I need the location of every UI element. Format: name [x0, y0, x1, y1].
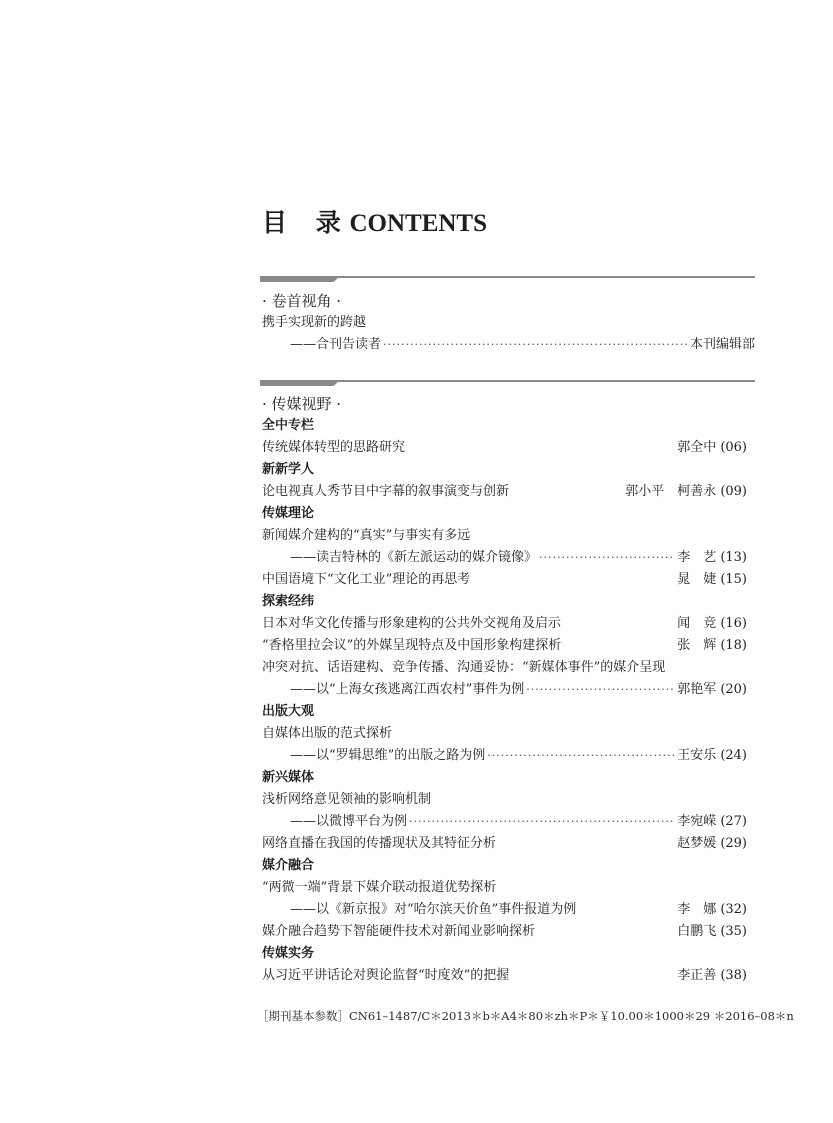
entry-title: 自媒体出版的范式探析: [262, 726, 393, 741]
entry-subtitle: ——读吉特林的《新左派运动的媒介镜像》: [290, 550, 538, 565]
entry-page-number: (27): [720, 814, 747, 829]
leader-dots: [526, 679, 675, 701]
toc-entry-subtitle[interactable]: [262, 811, 755, 833]
leader-dots: [409, 811, 675, 833]
entry-author: 李 艺: [677, 550, 717, 565]
entry-title: 论电视真人秀节目中字幕的叙事演变与创新: [262, 484, 510, 499]
entry-title: 网络直播在我国的传播现状及其特征分析: [262, 836, 497, 851]
toc-entry-subtitle[interactable]: [262, 899, 755, 921]
toc-entry[interactable]: [262, 437, 755, 459]
entry-author: 李宛嵘: [677, 814, 717, 829]
entry-subtitle: ——以“上海女孩逃离江西农村”事件为例: [290, 682, 525, 697]
section-divider: [260, 276, 755, 282]
title-char-2: 录: [315, 208, 341, 237]
toc-entry[interactable]: [262, 613, 755, 635]
toc-entry[interactable]: [262, 481, 755, 503]
entry-author: 郭艳军: [677, 682, 717, 697]
column-heading: 新新学人: [262, 462, 315, 477]
entry-author: 李 娜: [677, 902, 717, 917]
entry-author: 郭小平 柯善永: [625, 484, 717, 499]
toc-entry[interactable]: [262, 833, 755, 855]
entry-page-number: (29): [720, 836, 747, 851]
section-divider: [260, 380, 755, 386]
journal-parameters: ［期刊基本参数］CN61–1487/C＊2013＊b＊A4＊80＊zh＊P＊￥10.00＊1000＊29 ＊2016–08＊n: [257, 1009, 794, 1023]
entry-page-number: (06): [720, 440, 747, 455]
section-heading: · 卷首视角 ·: [262, 292, 342, 310]
toc-entry[interactable]: [262, 877, 755, 899]
entry-author: 王安乐: [677, 748, 717, 763]
entry-subtitle: ——以微博平台为例: [290, 814, 408, 829]
entry-title: 媒介融合趋势下智能硬件技术对新闻业影响探析: [262, 924, 536, 939]
leader-dots: [383, 334, 688, 356]
entry-title: 冲突对抗、话语建构、竞争传播、沟通妥协：“新媒体事件”的媒介呈现: [262, 660, 666, 675]
toc-entry[interactable]: [262, 965, 755, 987]
entry-author: 白鹏飞: [677, 924, 717, 939]
entry-title: 携手实现新的跨越: [262, 315, 367, 330]
toc-entry[interactable]: [262, 312, 755, 334]
entry-author: 晁 婕: [677, 572, 717, 587]
leader-dots: [539, 547, 675, 569]
toc-entry[interactable]: [262, 635, 755, 657]
section-heading: · 传媒视野 ·: [262, 395, 342, 413]
toc-entry[interactable]: [262, 789, 755, 811]
entry-page-number: (32): [720, 902, 747, 917]
toc-entry[interactable]: [262, 569, 755, 591]
section-media-view: [262, 393, 755, 987]
entry-page-number: (15): [720, 572, 747, 587]
entry-page-number: (13): [720, 550, 747, 565]
title-char-1: 目: [262, 208, 288, 237]
leader-dots: [487, 745, 675, 767]
entry-page-number: (20): [720, 682, 747, 697]
section-preface: [262, 290, 755, 356]
entry-author: 本刊编辑部: [689, 337, 755, 352]
entry-page-number: (16): [720, 616, 747, 631]
column-heading: 新兴媒体: [262, 770, 315, 785]
entry-author: 张 辉: [677, 638, 717, 653]
entry-author: 郭全中: [677, 440, 717, 455]
entry-author: 闻 竞: [677, 616, 717, 631]
entry-page-number: (18): [720, 638, 747, 653]
column-heading: 探索经纬: [262, 594, 315, 609]
toc-entry[interactable]: [262, 921, 755, 943]
entry-title: 新闻媒介建构的“真实”与事实有多远: [262, 528, 471, 543]
column-heading: 出版大观: [262, 704, 315, 719]
entry-page-number: (24): [720, 748, 747, 763]
entry-title: 中国语境下“文化工业”理论的再思考: [262, 572, 471, 587]
entry-title: 从习近平讲话论对舆论监督“时度效”的把握: [262, 968, 510, 983]
entry-subtitle: ——以“罗辑思维”的出版之路为例: [290, 748, 486, 763]
entry-page-number: (35): [720, 924, 747, 939]
column-heading: 传媒理论: [262, 506, 315, 521]
toc-entry[interactable]: [262, 525, 755, 547]
entry-title: 传统媒体转型的思路研究: [262, 440, 406, 455]
entry-title: “两微一端”背景下媒介联动报道优势探析: [262, 880, 497, 895]
column-heading: 传媒实务: [262, 946, 315, 961]
entry-author: 赵梦媛: [677, 836, 717, 851]
entry-author: 李正善: [677, 968, 717, 983]
entry-page-number: (09): [720, 484, 747, 499]
column-heading: 全中专栏: [262, 418, 315, 433]
toc-entry-subtitle[interactable]: [262, 745, 755, 767]
toc-entry-subtitle[interactable]: [262, 547, 755, 569]
entry-subtitle: ——合刊告读者: [290, 337, 382, 352]
entry-subtitle: ——以《新京报》对“哈尔滨天价鱼”事件报道为例: [290, 902, 577, 917]
entry-title: 日本对华文化传播与形象建构的公共外交视角及启示: [262, 616, 562, 631]
title-english: CONTENTS: [349, 210, 488, 237]
toc-entry[interactable]: [262, 657, 755, 679]
toc-entry-subtitle[interactable]: [262, 334, 755, 356]
toc-entry-subtitle[interactable]: [262, 679, 755, 701]
entry-title: 浅析网络意见领袖的影响机制: [262, 792, 432, 807]
column-heading: 媒介融合: [262, 858, 315, 873]
entry-title: “香格里拉会议”的外媒呈现特点及中国形象构建探析: [262, 638, 562, 653]
entry-page-number: (38): [720, 968, 747, 983]
page-title: [262, 203, 487, 239]
toc-entry[interactable]: [262, 723, 755, 745]
